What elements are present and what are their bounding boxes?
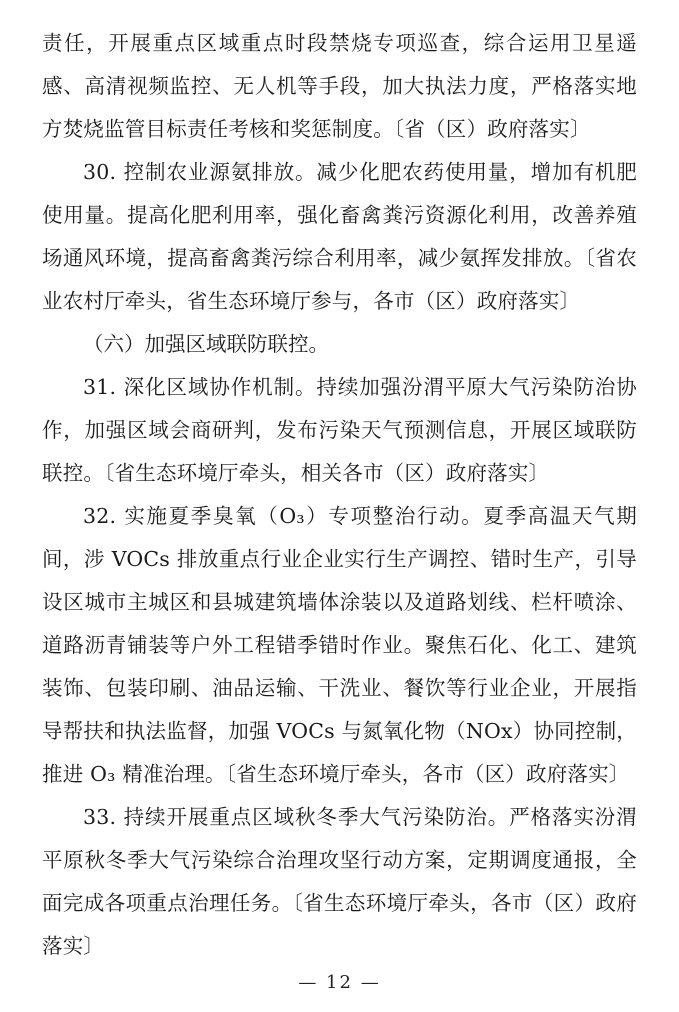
paragraph-item-32: 32. 实施夏季臭氧（O₃）专项整治行动。夏季高温天气期间，涉 VOCs 排放重点行业企业实行生产调控、错时生产，引导设区城市主城区和县城建筑墙体涂装以及道路划线、栏杆喷涂、道路沥青铺装等户外工程错季错时作业。聚焦石化、化工、建筑装饰、包装印刷、油品运输、干洗业、餐饮等行业企业，开展指导帮扶和执法监督，加强 VOCs 与氮氧化物（NOx）协同控制，推进 O₃ 精准治理。〔省生态环境厅牵头，各市（区）政府落实〕 [42,504,637,786]
page-footer [42,968,637,1012]
paragraph-item-33: 33. 持续开展重点区域秋冬季大气污染防治。严格落实汾渭平原秋冬季大气污染综合治理攻坚行动方案，定期调度通报，全面完成各项重点治理任务。〔省生态环境厅牵头，各市（区）政府落实〕 [42,805,637,958]
page-number: 12 [326,972,353,993]
section-heading-six: （六）加强区域联防联控。 [83,332,329,356]
paragraph-item-31: 31. 深化区域协作机制。持续加强汾渭平原大气污染防治协作，加强区域会商研判，发布污染天气预测信息，开展区域联防联控。〔省生态环境厅牵头，相关各市（区）政府落实〕 [42,375,637,485]
footer-dash-right: — [360,972,381,993]
paragraph-item-30: 30. 控制农业源氨排放。减少化肥农药使用量，增加有机肥使用量。提高化肥利用率，强化畜禽粪污资源化利用，改善养殖场通风环境，提高畜禽粪污综合利用率，减少氨挥发排放。〔省农业农村厅牵头，省生态环境厅参与，各市（区）政府落实〕 [42,160,637,313]
document-body [42,22,637,968]
paragraph-continued-29: 责任，开展重点区域重点时段禁烧专项巡查，综合运用卫星遥感、高清视频监控、无人机等手段，加大执法力度，严格落实地方焚烧监管目标责任考核和奖惩制度。〔省（区）政府落实〕 [42,31,637,141]
footer-dash-left: — [298,972,319,993]
